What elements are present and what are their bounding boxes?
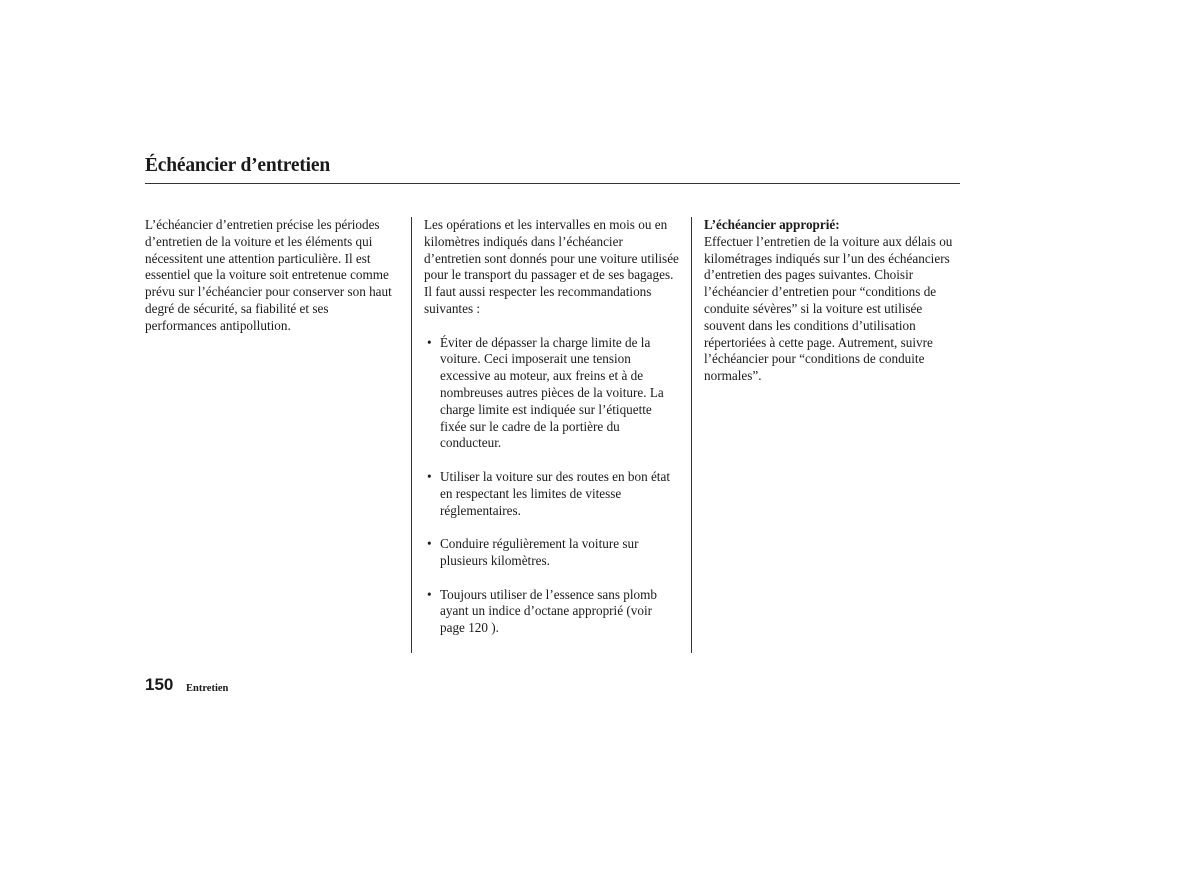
schedule-paragraph: Effectuer l’entretien de la voiture aux délais ou kilométrages indiqués sur l’un des échéanciers d’entretien des pages suivantes. Choisir l’échéancier d’entretien pour “conditions de conduite sévères” si la voiture est utilisée souvent dans les conditions d’utilisation répertoriées à cette page. Autrement, suivre l’échéancier pour “conditions de conduite normales”. bbox=[704, 233, 953, 384]
schedule-heading: L’échéancier approprié: bbox=[704, 217, 840, 232]
bullet-icon: • bbox=[427, 536, 432, 552]
list-item-text: Utiliser la voiture sur des routes en bon état en respectant les limites de vitesse réglementaires. bbox=[440, 468, 670, 518]
column-3 bbox=[704, 217, 962, 385]
bullet-icon: • bbox=[427, 334, 432, 350]
recommendations-intro: Les opérations et les intervalles en mois ou en kilomètres indiqués dans l’échéancier d’entretien sont donnés pour une voiture utilisée pour le transport du passager et de ses bagages. Il faut aussi respecter les recommandations suivantes : bbox=[424, 217, 679, 316]
list-item bbox=[424, 587, 680, 637]
bullet-icon: • bbox=[427, 468, 432, 484]
list-item bbox=[424, 469, 680, 519]
column-1 bbox=[145, 217, 400, 335]
bullet-icon: • bbox=[427, 586, 432, 602]
list-item-text: Éviter de dépasser la charge limite de la voiture. Ceci imposerait une tension excessive au moteur, aux freins et à de nombreuses autres pièces de la voiture. La charge limite est indiquée sur l’étiquette fixée sur le cadre de la portière du conducteur. bbox=[440, 334, 664, 451]
column-divider-1 bbox=[411, 217, 412, 653]
column-2 bbox=[424, 217, 680, 637]
column-divider-2 bbox=[691, 217, 692, 653]
page-title: Échéancier d’entretien bbox=[145, 155, 330, 176]
title-rule bbox=[145, 183, 960, 184]
list-item bbox=[424, 536, 680, 570]
page-number: 150 bbox=[145, 675, 174, 694]
recommendations-list bbox=[424, 335, 680, 637]
section-label: Entretien bbox=[186, 683, 229, 694]
list-item-text: Conduire régulièrement la voiture sur plusieurs kilomètres. bbox=[440, 536, 639, 568]
list-item-text: Toujours utiliser de l’essence sans plomb ayant un indice d’octane approprié (voir page 120 ). bbox=[440, 586, 657, 636]
intro-paragraph: L’échéancier d’entretien précise les périodes d’entretien de la voiture et les éléments qui nécessitent une attention particulière. Il est essentiel que la voiture soit entretenue comme prévu sur l’échéancier pour conserver son haut degré de sécurité, sa fiabilité et ses performances antipollution. bbox=[145, 217, 392, 333]
list-item bbox=[424, 335, 680, 453]
